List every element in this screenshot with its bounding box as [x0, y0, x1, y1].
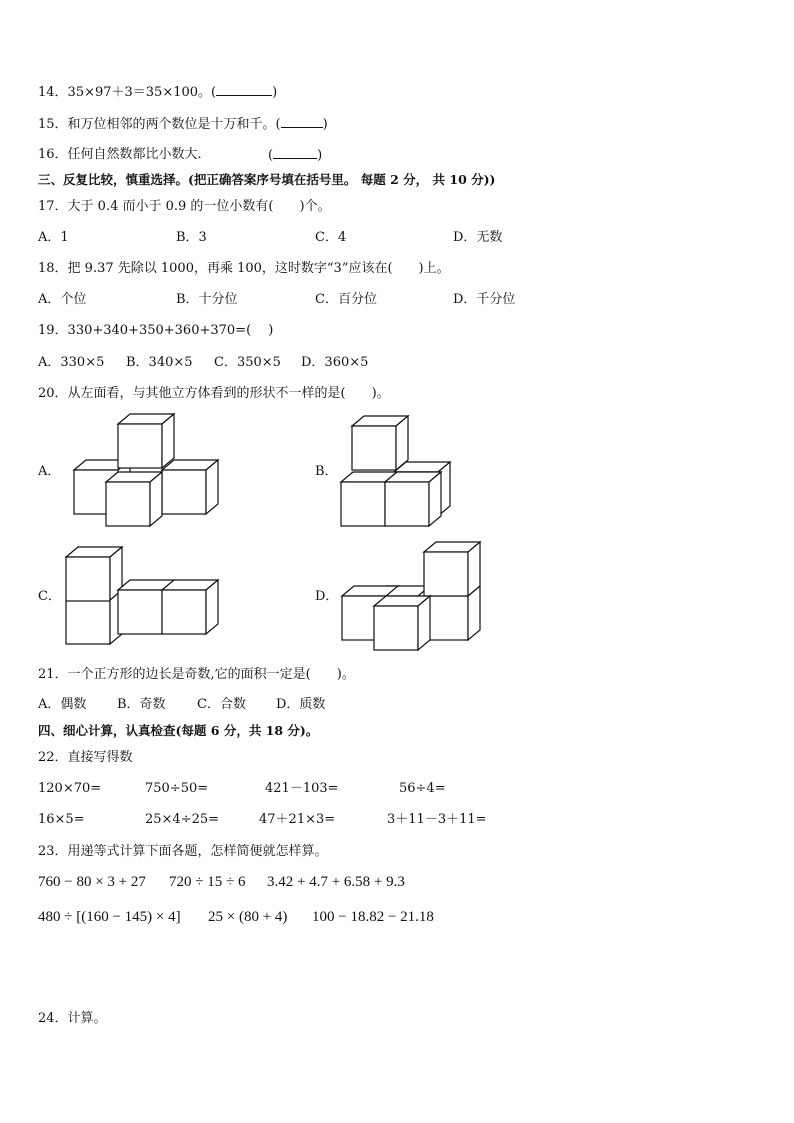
section-3-heading: 三、反复比较，慎重选择。(把正确答案序号填在括号里。 每题 2 分， 共 10 分)) [38, 172, 496, 187]
question-18-option-a[interactable]: A．个位 [38, 292, 87, 307]
question-20-option-a[interactable]: A． [38, 464, 61, 479]
calc-item: 56÷4= [399, 781, 446, 796]
question-19-stem: 19．330+340+350+360+370=( ) [38, 323, 274, 338]
question-21-stem: 21．一个正方形的边长是奇数,它的面积一定是( )。 [38, 667, 355, 682]
expression: 3.42 + 4.7 + 6.58 + 9.3 [267, 874, 405, 890]
cube-figure-c[interactable] [60, 543, 222, 649]
question-24: 24．计算。 [38, 1011, 107, 1026]
question-16 [38, 147, 211, 163]
calc-item: 16×5= [38, 812, 85, 827]
question-19-option-d[interactable]: D．360×5 [301, 355, 369, 370]
cube-figure-b[interactable] [336, 410, 456, 530]
question-17-option-a[interactable]: A．1 [38, 230, 69, 245]
question-19-option-c[interactable]: C．350×5 [214, 355, 281, 370]
question-20-stem: 20．从左面看，与其他立方体看到的形状不一样的是( )。 [38, 386, 390, 401]
question-14-text: 14．35×97＋3＝35×100。( [38, 85, 217, 100]
question-21-option-a[interactable]: A．偶数 [38, 697, 87, 712]
answer-blank[interactable] [216, 84, 272, 96]
question-17-option-d[interactable]: D．无数 [453, 230, 503, 245]
question-19-option-a[interactable]: A．330×5 [38, 355, 105, 370]
question-18-option-d[interactable]: D．千分位 [453, 292, 516, 307]
expression: 25 × (80 + 4) [208, 909, 288, 925]
question-20-option-c[interactable]: C． [38, 589, 61, 604]
calc-item: 3＋11－3＋11= [387, 812, 487, 827]
question-16-text: 16．任何自然数都比小数大． [38, 147, 211, 162]
expression: 760 − 80 × 3 + 27 [38, 874, 146, 890]
section-4-heading: 四、细心计算，认真检查(每题 6 分，共 18 分)。 [38, 723, 319, 738]
answer-blank[interactable] [281, 116, 323, 128]
question-18-option-b[interactable]: B．十分位 [176, 292, 238, 307]
calc-item: 120×70= [38, 781, 102, 796]
cube-figure-d[interactable] [336, 540, 484, 654]
calc-item: 750÷50= [145, 781, 209, 796]
question-18-stem: 18．把 9.37 先除以 1000，再乘 100，这时数字“3”应该在( )上。 [38, 261, 450, 276]
question-21-option-d[interactable]: D．质数 [276, 697, 326, 712]
expression: 480 ÷ [(160 − 145) × 4] [38, 909, 181, 925]
question-17-option-c[interactable]: C．4 [315, 230, 347, 245]
calc-item: 47＋21×3= [259, 812, 336, 827]
question-15: 15．和万位相邻的两个数位是十万和千。( ) [38, 117, 328, 132]
cube-figure-a[interactable] [64, 410, 224, 532]
question-20-option-d[interactable]: D． [315, 589, 339, 604]
question-14: 14．35×97＋3＝35×100。( ) [38, 85, 278, 100]
calc-item: 421－103= [265, 781, 339, 796]
expression: 720 ÷ 15 ÷ 6 [169, 874, 246, 890]
question-20-option-b[interactable]: B． [315, 464, 338, 479]
calc-item: 25×4÷25= [145, 812, 220, 827]
question-18-option-c[interactable]: C．百分位 [315, 292, 377, 307]
expression: 100 − 18.82 − 21.18 [312, 909, 434, 925]
question-19-option-b[interactable]: B．340×5 [126, 355, 193, 370]
question-23-stem: 23．用递等式计算下面各题，怎样简便就怎样算。 [38, 844, 328, 859]
question-15-text: 15．和万位相邻的两个数位是十万和千。( [38, 117, 281, 132]
question-16-answer: ( ) [268, 148, 323, 163]
question-21-option-c[interactable]: C．合数 [197, 697, 246, 712]
question-22-stem: 22．直接写得数 [38, 750, 133, 765]
question-17-option-b[interactable]: B．3 [176, 230, 207, 245]
question-21-option-b[interactable]: B．奇数 [117, 697, 166, 712]
question-17-stem: 17．大于 0.4 而小于 0.9 的一位小数有( )个。 [38, 199, 331, 214]
answer-blank[interactable] [273, 147, 317, 159]
